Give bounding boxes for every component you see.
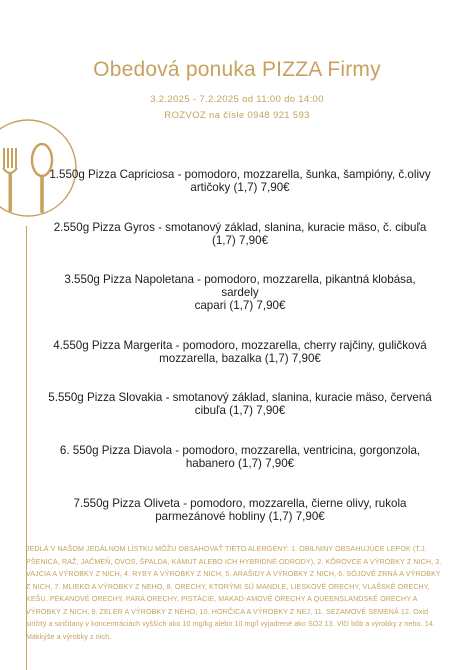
menu-item-4-line2: mozzarella, bazalka (1,7) 7,90€ <box>159 352 321 365</box>
menu-item-1-line2: artičoky (1,7) 7,90€ <box>190 181 290 194</box>
menu-item-7-line1: 7.550g Pizza Oliveta - pomodoro, mozzarella, čierne olivy, rukola <box>73 497 407 510</box>
menu-item-2-line2: (1,7) 7,90€ <box>211 234 269 247</box>
page-title: Obedová ponuka PIZZA Firmy <box>93 58 381 81</box>
menu-item-2-line1: 2.550g Pizza Gyros - smotanový základ, slanina, kuracie mäso, č. cibuľa <box>53 221 427 234</box>
menu-item-1-line1: 1.550g Pizza Capriciosa - pomodoro, mozzarella, šunka, šampióny, č.olivy <box>49 168 431 181</box>
menu-item-6 <box>40 444 440 470</box>
menu-item-7-line2: parmezánové hobliny (1,7) 7,90€ <box>155 510 325 523</box>
date-time-line: 3.2.2025 - 7.2.2025 od 11:00 do 14:00 <box>150 94 324 105</box>
menu-item-3 <box>40 273 440 312</box>
menu-item-4-line1: 4.550g Pizza Margerita - pomodoro, mozzarella, cherry rajčiny, guličková <box>53 339 427 352</box>
menu-item-3-line2: sardely <box>221 286 259 299</box>
menu-item-6-line1: 6. 550g Pizza Diavola - pomodoro, mozzarella, ventricina, gorgonzola, <box>59 444 421 457</box>
menu-item-1 <box>40 168 440 194</box>
menu-item-5-line1: 5.550g Pizza Slovakia - smotanový základ, slanina, kuracie mäso, červená <box>48 391 432 404</box>
menu-item-5-line2: cibuľa (1,7) 7,90€ <box>194 404 286 417</box>
menu-item-2 <box>40 221 440 247</box>
menu-item-7 <box>40 497 440 523</box>
menu-item-4 <box>40 339 440 365</box>
menu-item-3-line3: capari (1,7) 7,90€ <box>194 299 286 312</box>
menu-item-5 <box>40 391 440 417</box>
menu-item-6-line2: habanero (1,7) 7,90€ <box>185 457 295 470</box>
delivery-phone-line: ROZVOZ na čísle 0948 921 593 <box>164 110 310 121</box>
allergens-notice: JEDLÁ V NAŠOM JEDÁLNOM LÍSTKU MÔŽU OBSAHOVAŤ TIETO ALERGÉNY: 1. OBILNINY OBSAHUJÚCE LEPOK (T.J. PŠENICA, RAŽ, JAČMEŇ, OVOS, ŠPALDA, KAMUT ALEBO ICH HYBRIDNÉ ODRODY), 2. KÔROVCE A VÝROBKY Z NICH, 3. VAJCIA A VÝROBKY Z NICH, 4. RYBY A VÝROBKY Z NICH, 5. ARAŠIDY A VÝROBKY Z NICH, 6. SÓJOVÉ ZRNÁ A VÝROBKY Z NICH, 7. MLIEKO A VÝROBKY Z NEHO, 8. ORECHY, KTORÝMI SÚ MANDLE, LIESKOVÉ ORECHY, VLAŠSKÉ ORECHY, KEŠU, PEKANOVÉ ORECHY, PARA ORECHY, PISTÁCIE, MAKAD-AMOVÉ ORECHY A QUEENSLANDSKÉ ORECHY A VÝROBKY Z NICH, 9. ZELER A VÝROBKY Z NEHO, 10. HORČICA A VÝROBKY Z NEJ, 11. SEZAMOVÉ SEMENÁ 12. Oxid siričitý a siričitany v koncentráciách vyšších ako 10 mg/kg alebo 10 mg/l vyjadrené ako SO2 13. Vlčí bôb a výrobky z neho. 14. Mäkkýše a výrobky z nich. <box>26 545 442 641</box>
menu-item-3-line1: 3.550g Pizza Napoletana - pomodoro, mozzarella, pikantná klobása, <box>64 273 416 286</box>
